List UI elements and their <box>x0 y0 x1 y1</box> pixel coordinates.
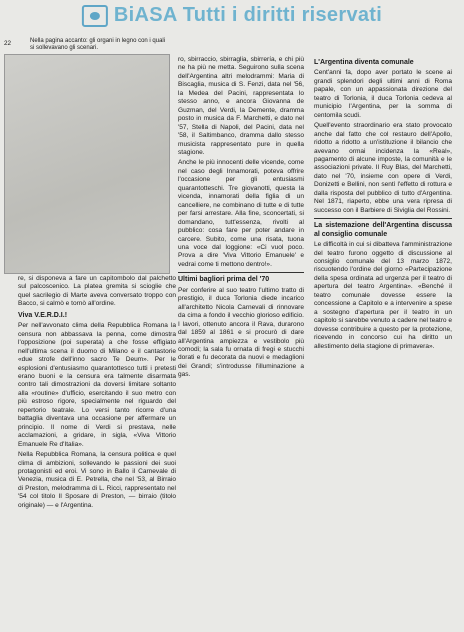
section-rule <box>314 218 452 219</box>
col3-heading-1: L'Argentina diventa comunale <box>314 59 414 66</box>
library-logo-icon <box>82 5 108 27</box>
theatre-photo <box>4 54 170 274</box>
watermark-text: BiASA Tutti i diritti riservati <box>113 4 383 26</box>
col1-heading: Viva V.E.R.D.I.! <box>18 311 68 319</box>
col2-paragraph-3: Per conferire al suo teatro l'ultimo tratto di prestigio, il duca Torlonia diede incarico all'architetto Nicola Carnevali di rinnovare da cima a fondo il vecchio glorioso edificio. I lavori, ottenuto ancora il Rava, durarono dal 1859 al 1861 e si procurò di dare all'Argentina ampiezza e vestibolo più comodi; la sala fu ornata di fregi e stucchi dorati e fu decorata da nuovi e medaglioni dei Grandi; s'introdusse l'illuminazione a gas. <box>178 286 304 379</box>
col2-paragraph-1: ro, sbirraccio, sbirraglia, sbirrería, e chi più ne ha più ne metta. Seguirono sulla scena dell'Argentina altri melodrammi: Maria di Biscaglia, musica di S. Fenzi, data nel '56, la Medea del Pacini, rappresentata lo stesso anno, e ancora Giovanna de Guzman, del Verdi, la Demente, dramma posto in musica da F. Marchetti, e dato nel '57, Stella di Napoli, del Pacini, data nel '58, il Saltimbanco, dramma dallo stesso musicista rappresentato pure in quella stagione. <box>178 56 304 156</box>
page-number: 22 <box>4 40 12 47</box>
col2-paragraph-2: Anche le più innocenti delle vicende, come nel caso degli Innamorati, poteva offrire l'occasione per gli entusiasmi quarantotteschi. Tre giovanotti, questa la vicenda, innamorati della figlia di un cancelliere, ne combinano di tutte e di tutte per farsi arrestare. Alla fine, sconcertati, si domandano, tutt'essenza, rivolti al pubblico: cosa fare per poter andare in carcere. Subito, come una risata, tuona una voce dal loggione: «Ci vuol poco. Prova a dire 'Viva Vittorio Emanuele' e vedrai come ti mettono dentro!». <box>178 159 304 268</box>
watermark-banner <box>82 4 382 27</box>
col3-paragraph-3: Le difficoltà in cui si dibatteva l'amministrazione del teatro furono oggetto di discussione al consiglio comunale del 13 marzo 1872, riscuotendo l'ordine del giorno «Partecipazione della spesa ordinata ad urgenza per il teatro di apertura del teatro Argentina». «Benché il teatro comunale dovesse essere la concessione a Capitolo e a intervenire a spese a sostegno d'apertura per il teatro in un capitolo si sarebbe venuto a cadere nel teatro e dovesse contribuire a questo per la protezione, ricevendo in concorso cui ha diritto un allestimento della stagione di primavera». <box>314 241 452 350</box>
col2-heading: Ultimi bagliori prima del '70 <box>178 276 270 284</box>
column-2 <box>178 56 304 382</box>
col3-heading-2: La sistemazione dell'Argentina discussa al consiglio comunale <box>314 222 452 238</box>
section-rule <box>178 272 304 273</box>
col1-paragraph-1: Per nell'avvonato clima della Repubblica Romana la censura non abbassava la penna, come dimostra l'opposizione (poi superata) a che fosse effigiato nell'ultima scena il duomo di Milano e il cantastorie «due strofe dell'inno sacro Te Deum». Per le esplosioni d'entusiasmo quarantottesco tutti i pretesti erano buoni e la censura era talmente disarmata contro tali dimostrazioni da doversi limitare soltanto alla «routine» d'ufficio, esercitando il suo metro con più estroso rigore, specialmente nel riguardo del repertorio teatrale. Lo versi tanto ricorre d'una battaglia diventava una occasione per affermare un principio. Il nome di Verdi si prestava, nelle acclamazioni, a gridare, in sigla, «Viva Vittorio Emanuele Re d'Italia». <box>18 322 176 448</box>
column-3 <box>314 56 452 353</box>
col1-intro: re, si disponeva a fare un capitombolo dal palchetto sul palcoscenico. La platea gremita si scioglie che quel sacrilegio di Marte aveva conversato troppo con Bacco, si calmò e tornò all'ordine. <box>18 275 176 308</box>
photo-caption: Nella pagina accanto: gli organi in legno con i quali si sollevavano gli scenari. <box>30 38 166 51</box>
col3-paragraph-1: Cent'anni fa, dopo aver portato le scene ai grandi splendori degli ultimi anni di Roma papale, con un appassionata direzione del teatro di Torlonia, il duca Torlonia cedeva al municipio l'Argentina, per la somma di centomila scudi. <box>314 69 452 119</box>
col1-paragraph-2: Nella Repubblica Romana, la censura politica e quel clima di ambizioni, sollevando le passioni dei suoi protagonisti ed eroi. Vi sono in Ballo il Carnevale di Venezia, musica di E. Petrella, che nel '53, al Birraio di Preston, melodramma di L. Ricci, rappresentato nel '54 col titolo Il Sposare di Preston, — birraio (titolo originale) — e l'Argentina. <box>18 451 176 509</box>
column-1 <box>18 275 176 512</box>
col3-paragraph-2: Quell'evento straordinario era stato provocato anche dal fatto che col restauro dell'Apollo, ridotto a ridotto a un'istituzione il bilancio che avevano ormai incidenza la «Real», pagamento di alcune imposte, la comunità e le associazioni private. Il Ruy Blas, del Marchetti, dato nel '70, insieme con opere di Verdi, Donizetti e Bellini, non sentì l'effetto di rottura e dalla risposta del pubblico di tutto d'Argentina. Nel 1871, riaperto, ebbe una vera ripresa di successo con il Barbiere di Siviglia del Rossini. <box>314 122 452 214</box>
